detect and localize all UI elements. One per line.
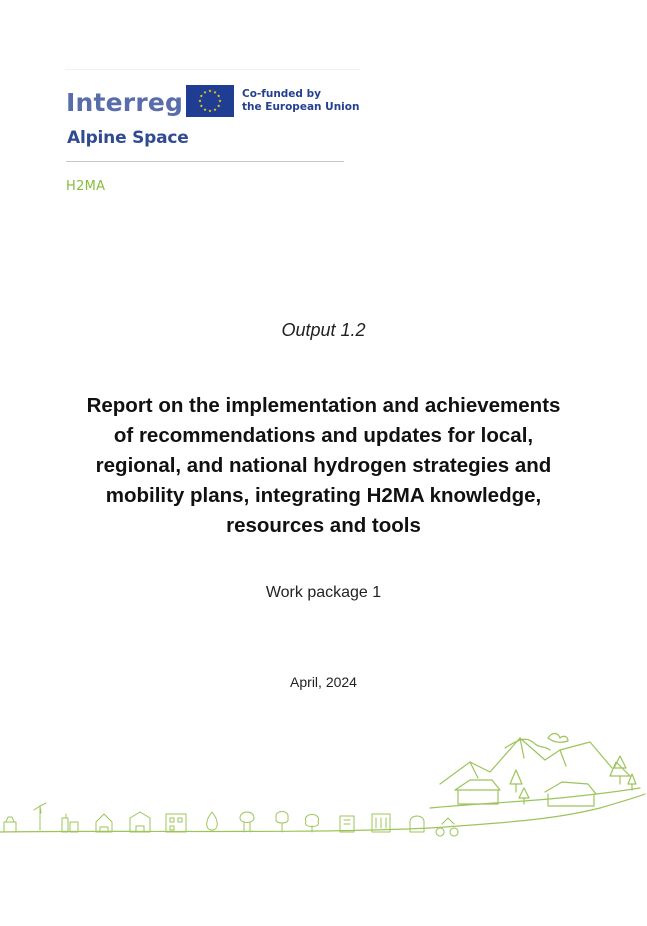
eu-star xyxy=(218,99,221,102)
alpine-landscape-illustration xyxy=(0,722,647,842)
title-line: of recommendations and updates for local, xyxy=(113,424,534,447)
eu-star xyxy=(200,104,203,107)
cofunded-text xyxy=(242,88,359,114)
cofunded-line-1: Co-funded by xyxy=(242,88,321,100)
eu-star xyxy=(200,94,203,97)
brand-name: Interreg xyxy=(66,87,184,117)
eu-star xyxy=(203,108,206,111)
project-acronym: H2MA xyxy=(66,179,106,194)
eu-flag-icon xyxy=(186,85,234,117)
title-line: resources and tools xyxy=(226,514,421,537)
eu-star xyxy=(208,89,211,92)
eu-star xyxy=(208,109,211,112)
top-divider xyxy=(65,69,360,70)
eu-star xyxy=(198,99,201,102)
header-divider xyxy=(66,161,344,162)
eu-star xyxy=(217,104,220,107)
document-date: April, 2024 xyxy=(290,674,357,690)
eu-star xyxy=(217,94,220,97)
title-line: Report on the implementation and achievements xyxy=(86,394,561,417)
eu-star xyxy=(213,91,216,94)
title-line: regional, and national hydrogen strategies and xyxy=(95,454,552,477)
eu-star xyxy=(213,108,216,111)
program-name: Alpine Space xyxy=(67,128,189,148)
eu-star xyxy=(203,91,206,94)
output-label: Output 1.2 xyxy=(281,320,366,340)
interreg-logo xyxy=(66,88,183,118)
work-package: Work package 1 xyxy=(265,584,382,601)
cofunded-line-2: the European Union xyxy=(242,101,360,113)
title-line: mobility plans, integrating H2MA knowledge, xyxy=(105,484,542,507)
document-title xyxy=(60,391,587,541)
